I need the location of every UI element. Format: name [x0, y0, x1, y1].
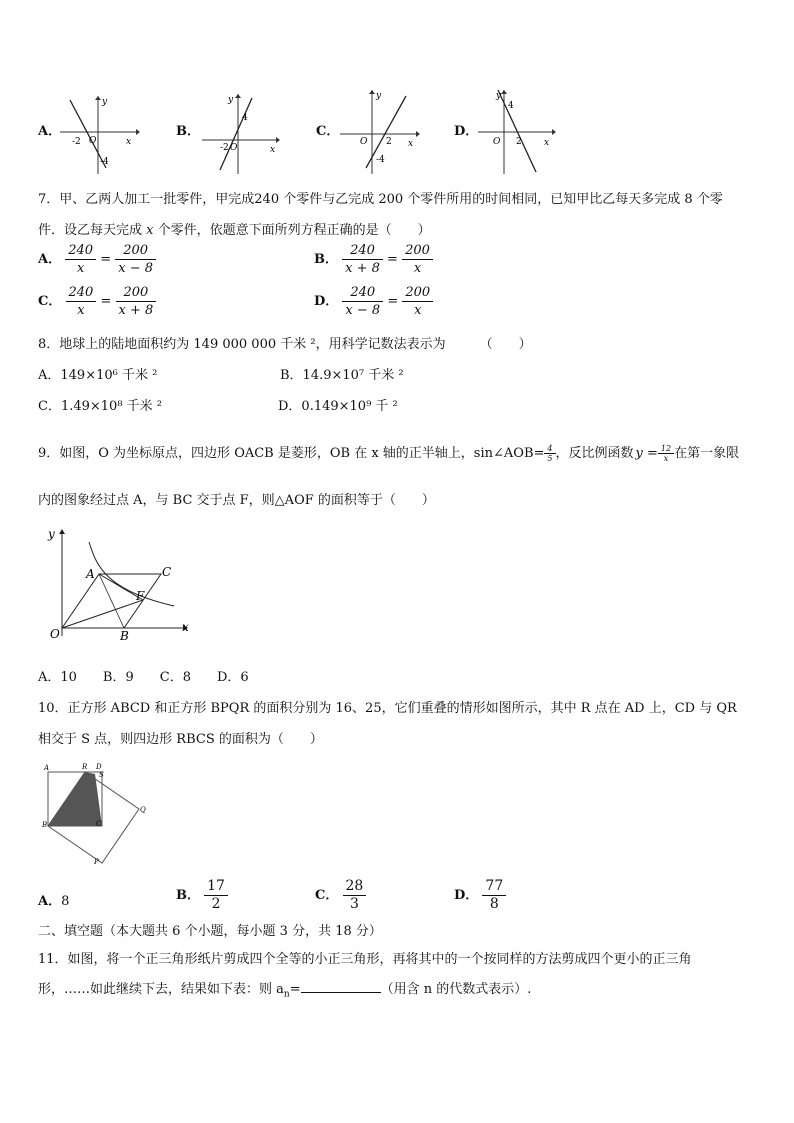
q6-option-a[interactable]	[38, 96, 138, 176]
q10-label-c: C	[96, 820, 102, 828]
q6d-tick-2: 2	[516, 137, 522, 147]
q9-figure	[44, 524, 194, 642]
q7-option-d-label: D．	[314, 294, 339, 309]
q6b-tick-m2: -2	[220, 143, 229, 153]
q7b-left-frac: $\frac{240}{x + 8}$	[342, 242, 383, 277]
q7b-right-frac: $\frac{200}{x}$	[402, 242, 433, 277]
q7-stem-line1: 7．甲、乙两人加工一批零件，甲完成240 个零件与乙完成 200 个零件所用的时间相同，已知甲比乙每天多完成 8 个零	[38, 192, 723, 207]
q10-label-s: S	[99, 771, 104, 779]
q6b-tick-x: x	[270, 145, 276, 155]
q9-options[interactable]: A．10 B．9 C．8 D．6	[38, 670, 249, 685]
q6d-tick-x: x	[544, 138, 550, 148]
q7a-right-frac: $\frac{200}{x - 8}$	[115, 242, 156, 277]
q6-option-d[interactable]	[454, 88, 564, 176]
q11-stem-line2: 形，……如此继续下去，结果如下表：则 $a_n=$ （用含 n 的代数式表示）.	[38, 982, 532, 1000]
q10-option-d[interactable]: D． $\frac{77}{8}$	[454, 878, 506, 913]
q7c-right-frac: $\frac{200}{x + 8}$	[116, 284, 157, 319]
q9-label-c: C	[162, 565, 172, 579]
q8-option-d[interactable]: D．0.149×10⁹ 千 ²	[278, 399, 398, 414]
q7-option-c[interactable]: C． $\frac{240}{x}$ = $\frac{200}{x + 8}$	[38, 284, 156, 319]
q6c-tick-x: x	[408, 139, 414, 149]
q10-stem-line2: 相交于 S 点，则四边形 RBCS 的面积为（ ）	[38, 732, 323, 747]
q9-sin-frac: $\frac{4}{5}$	[544, 444, 555, 463]
q7-option-b[interactable]: B． $\frac{240}{x + 8}$ = $\frac{200}{x}$	[314, 242, 433, 277]
q6b-tick-4: 4	[242, 113, 248, 123]
q9-func-frac: $\frac{12}{x}$	[658, 444, 674, 463]
q7-option-c-label: C．	[38, 294, 62, 309]
q6a-tick-y: y	[102, 97, 108, 107]
q7-stem-line2: 件．设乙每天完成 x 个零件，依题意下面所列方程正确的是（ ）	[38, 223, 431, 238]
q6d-tick-o: O	[493, 137, 501, 147]
q6a-tick-m2: -2	[72, 137, 81, 147]
q7d-right-frac: $\frac{200}{x}$	[402, 284, 433, 319]
q9-stem-line1: 9．如图，O 为坐标原点，四边形 OACB 是菱形，OB 在 x 轴的正半轴上，sin∠AOB= $\frac{4}{5}$ ，反比例函数 y = $\frac{12}{x}$ 在第一象限	[38, 444, 740, 463]
q7d-left-frac: $\frac{240}{x - 8}$	[342, 284, 383, 319]
q7a-left-frac: $\frac{240}{x}$	[65, 242, 96, 277]
q6c-tick-o: O	[360, 137, 368, 147]
q7-option-b-label: B．	[314, 252, 338, 267]
q9-stem-line2: 内的图象经过点 A，与 BC 交于点 F，则△AOF 的面积等于（ ）	[38, 493, 435, 508]
q6a-tick-x: x	[126, 137, 132, 147]
q10-label-q: Q	[140, 806, 146, 814]
q6-graph-c	[338, 88, 422, 176]
q10-label-a: A	[44, 764, 50, 772]
q10-label-d: D	[96, 763, 102, 771]
q8-option-b[interactable]: B．14.9×10⁷ 千米 ²	[280, 368, 404, 383]
q7-variable: x	[146, 223, 154, 238]
section2-title: 二、填空题（本大题共 6 个小题，每小题 3 分，共 18 分）	[38, 924, 382, 939]
q10-label-r: R	[82, 763, 88, 771]
q6-option-b[interactable]	[176, 92, 286, 176]
q10-label-b: B	[42, 821, 48, 829]
q7c-left-frac: $\frac{240}{x}$	[66, 284, 97, 319]
q6a-tick-m4: -4	[100, 157, 109, 167]
q6-option-c-label: C．	[316, 124, 340, 139]
q11-answer-blank[interactable]	[301, 992, 381, 993]
q10-option-b[interactable]: B． $\frac{17}{2}$	[176, 878, 228, 913]
q6b-tick-y: y	[228, 95, 234, 105]
q6-option-a-label: A．	[38, 124, 62, 139]
q8-option-c[interactable]: C．1.49×10⁸ 千米 ²	[38, 399, 163, 414]
q11-stem-line1: 11．如图，将一个正三角形纸片剪成四个全等的小正三角形，再将其中的一个按同样的方法剪成四个更小的正三角	[38, 952, 692, 967]
q7-option-d[interactable]: D． $\frac{240}{x - 8}$ = $\frac{200}{x}$	[314, 284, 433, 319]
q6c-tick-m4: -4	[376, 155, 385, 165]
q6-option-d-label: D．	[454, 124, 479, 139]
q7-option-a[interactable]: A． $\frac{240}{x}$ = $\frac{200}{x - 8}$	[38, 242, 156, 277]
q6-graph-d	[476, 88, 560, 176]
q9-label-o: O	[50, 627, 60, 641]
q10-stem-line1: 10．正方形 ABCD 和正方形 BPQR 的面积分别为 16、25，它们重叠的情形如图所示，其中 R 点在 AD 上，CD 与 QR	[38, 701, 737, 716]
q6c-tick-y: y	[376, 91, 382, 101]
q9-label-f: F	[136, 589, 145, 603]
q10-option-c[interactable]: C． $\frac{28}{3}$	[315, 878, 366, 913]
q6c-tick-2: 2	[386, 137, 392, 147]
q6d-tick-y: y	[496, 91, 502, 101]
q6d-tick-4: 4	[508, 101, 514, 111]
q10-label-p: P	[94, 858, 99, 866]
q6-option-b-label: B．	[176, 124, 200, 139]
q9-label-y: y	[48, 527, 55, 541]
q6b-tick-o: O	[230, 143, 238, 153]
q9-label-a: A	[86, 567, 95, 581]
q8-stem: 8．地球上的陆地面积约为 149 000 000 千米 ²，用科学记数法表示为 （ ）	[38, 337, 532, 352]
q7-option-a-label: A．	[38, 252, 62, 267]
q10-option-a[interactable]: A．8	[38, 894, 70, 909]
q8-option-a[interactable]: A．149×10⁶ 千米 ²	[38, 368, 158, 383]
q10-figure	[40, 760, 152, 868]
q9-label-b: B	[120, 629, 129, 642]
q6-graph-b	[198, 92, 282, 176]
q6-graph-a	[60, 96, 140, 176]
q6a-tick-o: O	[89, 136, 97, 146]
q9-label-x: x	[182, 620, 189, 634]
q6-option-c[interactable]	[316, 88, 426, 176]
